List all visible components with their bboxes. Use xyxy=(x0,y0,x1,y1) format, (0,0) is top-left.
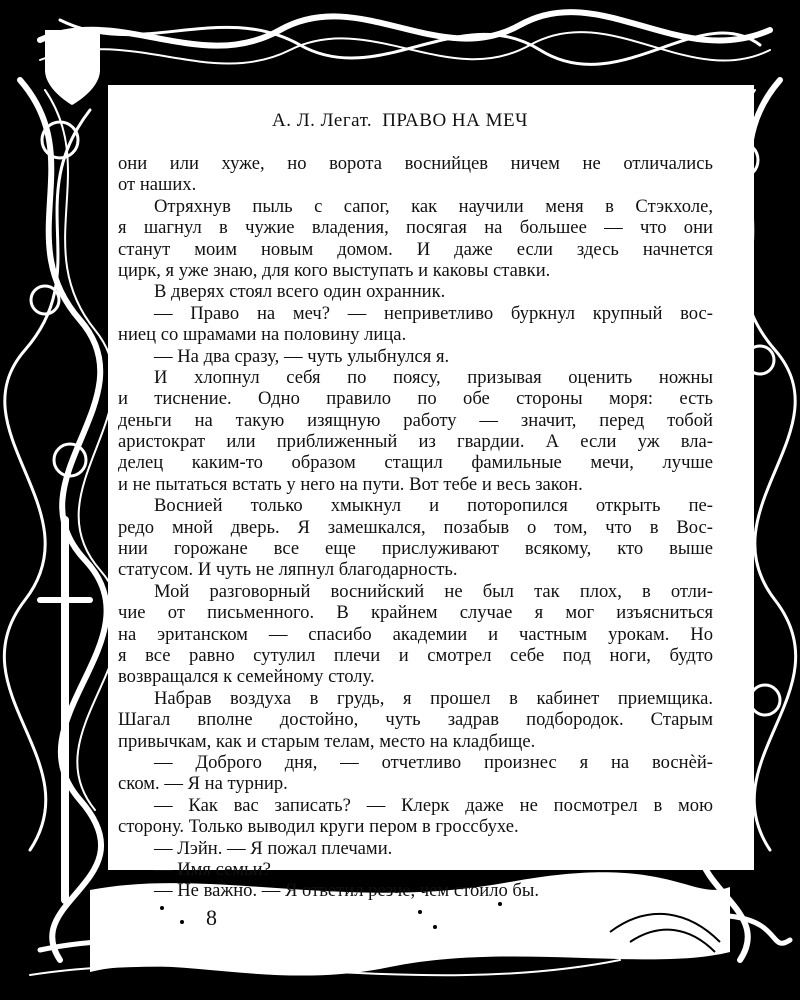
body-text xyxy=(118,153,713,902)
text-line: они или хуже, но ворота воснийцев ничем не отличались xyxy=(118,153,713,174)
text-line: — Лэйн. — Я пожал плечами. xyxy=(154,837,393,859)
text-line: нии горожане все еще прислуживают всякому, кто выше xyxy=(118,538,713,560)
text-line: и тиснение. Одно правило по обе стороны моря: есть xyxy=(118,388,713,410)
text-line: возвращался к семейному столу. xyxy=(118,666,375,688)
text-line: — Имя семьи? xyxy=(154,858,271,880)
text-line: статусом. И чуть не ляпнул благодарность. xyxy=(118,559,458,581)
text-line: цирк, я уже знаю, для кого выступать и каковы ставки. xyxy=(118,259,551,281)
text-line: ниец со шрамами на половину лица. xyxy=(118,324,407,346)
page-number: 8 xyxy=(206,905,217,930)
text-line: В дверях стоял всего один охранник. xyxy=(154,281,446,303)
text-line: Воснией только хмыкнул и поторопился открыть пе- xyxy=(154,495,713,517)
header-title: ПРАВО НА МЕЧ xyxy=(382,110,528,131)
text-line: — Как вас записать? — Клерк даже не посмотрел в мою xyxy=(154,794,713,816)
text-line: станут моим новым домом. И даже если здесь начнется xyxy=(118,238,713,260)
header-author: А. Л. Легат. xyxy=(272,110,373,131)
text-line: я все равно сутулил плечи и смотрел себе под ноги, будто xyxy=(118,644,713,666)
text-line: привычкам, как и старым телам, место на кладбище. xyxy=(118,730,536,752)
text-line: сторону. Только выводил круги пером в гроссбухе. xyxy=(118,816,519,838)
text-line: Мой разговорный воснийский не был так плох, в отли- xyxy=(154,580,713,602)
text-line: деньги на такую изящную работу — значит, перед тобой xyxy=(118,409,713,431)
text-line: И хлопнул себя по поясу, призывая оценить ножны xyxy=(154,366,713,388)
text-line: — Право на меч? — неприветливо буркнул крупный вос- xyxy=(154,302,713,324)
text-line: редо мной дверь. Я замешкался, позабыв о том, что в Вос- xyxy=(118,516,713,538)
text-line: на эританском — спасибо академии и частным урокам. Но xyxy=(118,623,713,645)
text-line: — Не важно. — Я ответил резче, чем стоило бы. xyxy=(154,880,540,902)
text-line: — Доброго дня, — отчетливо произнес я на воснèй- xyxy=(154,751,713,773)
text-line: Набрав воздуха в грудь, я прошел в кабинет приемщика. xyxy=(154,687,713,709)
text-line: аристократ или приближенный из гвардии. А если уж вла- xyxy=(118,431,713,453)
text-line: делец каким-то образом стащил фамильные мечи, лучше xyxy=(118,452,713,474)
text-line: Шагал вполне достойно, чуть задрав подбородок. Старым xyxy=(118,709,713,731)
text-line: и не пытаться встать у него на пути. Вот тебе и весь закон. xyxy=(118,473,583,495)
text-line: Отряхнув пыль с сапог, как научили меня в Стэкхоле, xyxy=(154,195,713,217)
text-line: чие от письменного. В крайнем случае я мог изъясниться xyxy=(118,602,713,624)
text-line: от наших. xyxy=(118,174,197,196)
text-line: я шагнул в чужие владения, посягая на большее — что они xyxy=(118,217,713,239)
running-header xyxy=(0,110,800,132)
text-line: — На два сразу, — чуть улыбнулся я. xyxy=(154,345,450,367)
text-line: ском. — Я на турнир. xyxy=(118,773,288,795)
